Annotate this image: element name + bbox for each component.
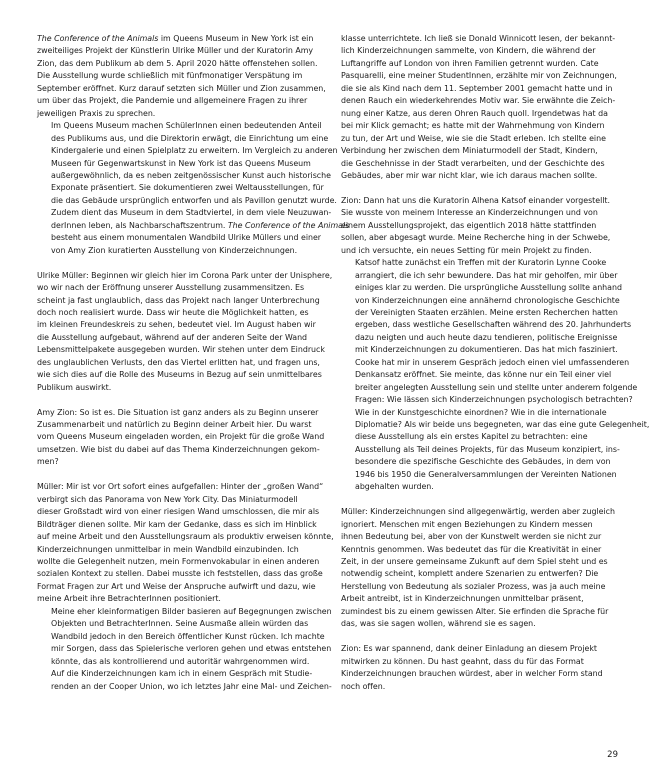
- text-line: 1946 bis 1950 die Generalversammlungen der Vereinten Nationen: [355, 469, 617, 479]
- text-line: Gebäudes, aber mir war nicht klar, wie ich daraus machen sollte.: [341, 170, 598, 180]
- text-line: Arbeit antreibt, ist in Kinderzeichnungen unmittelbar präsent,: [341, 594, 584, 604]
- left-paragraph: [37, 606, 335, 668]
- text-line: besondere die spezifische Geschichte des Gebäudes, in dem von: [355, 457, 611, 467]
- text-line: wollte die Gelegenheit nutzen, mein Formenvokabular in einen anderen: [37, 556, 320, 566]
- right-column: [341, 33, 650, 693]
- text-line: Kenntnis genommen. Was bedeutet das für die Kreativität in einer: [341, 544, 602, 554]
- text-line: abgehalten wurden.: [355, 482, 434, 492]
- text-line: Lebensmittelpakete ausgegeben wurden. Wir stehen unter dem Eindruck: [37, 345, 325, 355]
- left-paragraph: [37, 120, 350, 257]
- text-line: Kindergalerie und einen Spielplatz zu erweitern. Im Vergleich zu anderen: [51, 146, 338, 156]
- text-line: Müller: Mir ist vor Ort sofort eines aufgefallen: Hinter der „großen Wand“: [37, 482, 324, 492]
- text-line: notwendig scheint, komplett andere Szenarien zu entwerfen? Die: [341, 569, 599, 579]
- text-line: die Geschehnisse in der Stadt verarbeiten, und der Geschichte des: [341, 158, 605, 168]
- text-line: ignoriert. Menschen mit engen Beziehungen zu Kindern messen: [341, 519, 593, 529]
- text-line: Verbindung her zwischen dem Miniaturmodell der Stadt, Kindern,: [341, 146, 598, 156]
- text-line: und ich versuchte, ein neues Setting für mein Projekt zu finden.: [341, 245, 592, 255]
- text-line: Herstellung von Bedeutung als sozialer Prozess, was ja auch meine: [341, 581, 606, 591]
- text-line: von Amy Zion kuratierten Ausstellung von Kinderzeichnungen.: [51, 245, 298, 255]
- text-line: zumindest bis zu einem gewissen Alter. Sie erfinden die Sprache für: [341, 606, 609, 616]
- text-line: Ausstellung als Teil deines Projekts, für das Museum konzipiert, ins-: [355, 444, 620, 454]
- text-line: Bildträger dienen sollte. Mir kam der Gedanke, dass es sich im Hinblick: [37, 519, 317, 529]
- text-line: meine Arbeit ihre BetrachterInnen positioniert.: [37, 594, 221, 604]
- text-line: Pasquarelli, eine meiner StudentInnen, erzählte mir von Zeichnungen,: [341, 71, 617, 81]
- text-line: zu tun, der Art und Weise, wie sie die Stadt erleben. Ich stellte eine: [341, 133, 606, 143]
- left-paragraph: [37, 481, 335, 606]
- page-number: 29: [607, 750, 618, 760]
- text-line: zweiteiliges Projekt der Künstlerin Ulrike Müller und der Kuratorin Amy: [37, 46, 314, 56]
- text-line: scheint ja fast unglaublich, dass das Projekt nach langer Unterbrechung: [37, 295, 320, 305]
- text-line: September eröffnet. Kurz darauf setzten sich Müller und Zion zusammen,: [37, 83, 326, 93]
- text-line: Denkansatz eröffnet. Sie meinte, das könne nur ein Teil einer viel: [355, 370, 612, 380]
- text-line: Wie in der Kunstgeschichte einordnen? Wie in die internationale: [355, 407, 607, 417]
- text-line: Fragen: Wie lässen sich Kinderzeichnungen psychologisch betrachten?: [355, 395, 633, 405]
- left-column: [37, 33, 350, 693]
- text-line: Exponate präsentiert. Sie dokumentieren zwei Weltausstellungen, für: [51, 183, 324, 193]
- text-line: mitwirken zu können. Du hast geahnt, dass du für das Format: [341, 656, 584, 666]
- text-line: Müller: Kinderzeichnungen sind allgegenwärtig, werden aber zugleich: [341, 507, 615, 517]
- text-line: von Kinderzeichnungen eine annähernd chronologische Geschichte: [355, 295, 620, 305]
- text-line: jeweiligen Praxis zu sprechen.: [37, 108, 156, 118]
- text-line: sollen, aber abgesagt wurde. Meine Recherche hing in der Schwebe,: [341, 233, 611, 243]
- text-line: außergewöhnlich, da es neben zeitgenössischer Kunst auch historische: [51, 170, 331, 180]
- text-line: die das Gebäude ursprünglich entworfen und als Pavillon genutzt wurde.: [51, 195, 337, 205]
- text-line: könnte, das als kontrollierend und autoritär wahrgenommen wird.: [51, 656, 310, 666]
- left-paragraph: [37, 668, 335, 693]
- right-paragraph: [341, 195, 619, 257]
- text-line: im kleinen Freundeskreis zu sehen, bedeutet viel. Im August haben wir: [37, 320, 316, 330]
- text-line: dieser Großstadt wird von einer riesigen Wand umschlossen, die mir als: [37, 507, 320, 517]
- text-line: ergeben, dass westliche Gesellschaften während des 20. Jahrhunderts: [355, 320, 632, 330]
- text-line: einem Ausstellungsprojekt, das eigentlich 2018 hätte stattfinden: [341, 220, 597, 230]
- text-line: Die Ausstellung wurde schließlich mit fünfmonatiger Verspätung im: [37, 71, 303, 81]
- text-line: die Ausstellung aufgebaut, während auf der anderen Seite der Wand: [37, 332, 308, 342]
- text-line: Kinderzeichnungen unmittelbar in mein Wandbild einzubinden. Ich: [37, 544, 299, 554]
- text-line: vom Queens Museum eingeladen worden, ein Projekt für die große Wand: [37, 432, 325, 442]
- text-line: Publikum auswirkt.: [37, 382, 112, 392]
- text-line: Meine eher kleinformatigen Bilder basieren auf Begegnungen zwischen: [51, 606, 332, 616]
- text-line: Zion, das dem Publikum ab dem 5. April 2020 hätte offenstehen sollen.: [37, 58, 318, 68]
- text-line: Im Queens Museum machen SchülerInnen einen bedeutenden Anteil: [51, 121, 322, 131]
- text-line: mir Sorgen, dass das Spielerische verloren gehen und etwas entstehen: [51, 644, 332, 654]
- text-line: Kinderzeichnungen brauchen würdest, aber in welcher Form stand: [341, 669, 603, 679]
- text-line: arrangiert, die ich sehr bewundere. Das hat mir geholfen, mir über: [355, 270, 618, 280]
- text-line: wie sich dies auf die Rolle des Museums in Bezug auf sein unmittelbares: [37, 370, 322, 380]
- text-line: Wandbild jedoch in den Bereich öffentlicher Kunst rücken. Ich machte: [51, 631, 325, 641]
- text-line: renden an der Cooper Union, wo ich letztes Jahr eine Mal- und Zeichen-: [51, 681, 332, 691]
- text-line: sozialen Kontext zu stellen. Dabei musste ich feststellen, dass das große: [37, 569, 323, 579]
- text-line: diese Ausstellung als ein erstes Kapitel zu betrachten: eine: [355, 432, 588, 442]
- text-line: Objekten und BetrachterInnen. Seine Ausmaße allein würden das: [51, 619, 309, 629]
- text-line: Museen für Gegenwartskunst in New York ist das Queens Museum: [51, 158, 311, 168]
- text-line: Zudem dient das Museum in dem Stadtviertel, in dem viele Neuzuwan-: [51, 208, 332, 218]
- text-line: Auf die Kinderzeichnungen kam ich in einem Gespräch mit Studie-: [51, 669, 313, 679]
- text-line: Ulrike Müller: Beginnen wir gleich hier im Corona Park unter der Unisphere,: [37, 270, 333, 280]
- text-line: des unglaublichen Verlusts, den das Viertel erlitten hat, und fragen uns,: [37, 357, 320, 367]
- text-line: men?: [37, 457, 59, 467]
- text-line: das, was sie sagen wollen, während sie es sagen.: [341, 619, 536, 629]
- text-line: mit Kinderzeichnungen zu dokumentieren. Das hat mich fasziniert.: [355, 345, 618, 355]
- left-paragraph: [37, 407, 335, 469]
- text-line: nung einer Katze, aus deren Ohren Rauch quoll. Irgendetwas hat da: [341, 108, 608, 118]
- text-line: Luftangriffe auf London von ihren Familien getrennt wurden. Cate: [341, 58, 599, 68]
- left-paragraph: [37, 270, 335, 395]
- right-paragraph: [341, 33, 619, 182]
- text-line: Zion: Es war spannend, dank deiner Einladung an diesem Projekt: [341, 644, 597, 654]
- text-line: um über das Projekt, die Pandemie und allgemeinere Fragen zu ihrer: [37, 96, 308, 106]
- left-paragraph: [37, 33, 335, 120]
- text-line: Katsof hatte zunächst ein Treffen mit der Kuratorin Lynne Cooke: [355, 258, 607, 268]
- text-line: auf meine Arbeit und den Ausstellungsraum als produktiv erweisen könnte,: [37, 532, 334, 542]
- text-line: einiges klar zu werden. Die ursprüngliche Ausstellung sollte anhand: [355, 283, 622, 293]
- text-line: ihnen Bedeutung bei, aber von der Kunstwelt werden sie nicht zur: [341, 532, 602, 542]
- text-line: breiter angelegten Ausstellung sein und stellte unter anderem folgende: [355, 382, 638, 392]
- text-line: Zeit, in der unsere gemeinsame Zukunft auf dem Spiel steht und es: [341, 557, 608, 566]
- text-line: doch noch realisiert wurde. Dass wir heute die Möglichkeit hatten, es: [37, 307, 309, 317]
- text-line: Format Fragen zur Art und Weise der Anspruche aufwirft und dazu, wie: [37, 581, 316, 591]
- text-line: Zion: Dann hat uns die Kuratorin Alhena Katsof einander vorgestellt.: [341, 195, 610, 205]
- right-paragraph: [341, 643, 619, 693]
- text-line: Zusammenarbeit und natürlich zu Beginn deiner Arbeit hier. Du warst: [37, 420, 312, 430]
- text-line: lich Kinderzeichnungen sammelte, von Kindern, die während der: [341, 46, 596, 56]
- text-line: dazu neigten und auch heute dazu tendieren, politische Ereignisse: [355, 332, 618, 342]
- text-line: des Publikums aus, und die Direktorin erwägt, die Einrichtung um eine: [51, 133, 329, 143]
- text-line: besteht aus einem monumentalen Wandbild Ulrike Müllers und einer: [51, 233, 322, 243]
- text-line: Amy Zion: So ist es. Die Situation ist ganz anders als zu Beginn unserer: [37, 407, 319, 417]
- text-line: der Vereinigten Staaten erzählen. Meine ersten Recherchen hatten: [355, 307, 618, 317]
- text-line: wo wir nach der Eröffnung unserer Ausstellung zusammensitzen. Es: [37, 283, 305, 293]
- text-line: die sie als Kind nach dem 11. September 2001 gemacht hatte und in: [341, 83, 613, 93]
- text-line: Diplomatie? Als wir beide uns begegneten, war das eine gute Gelegenheit,: [355, 420, 650, 430]
- text-line: Cooke hat mir in unserem Gespräch jedoch einen viel umfassenderen: [355, 357, 630, 367]
- right-paragraph: [341, 506, 619, 631]
- text-line: denen Rauch ein wiederkehrendes Motiv war. Sie erwähnte die Zeich-: [341, 96, 616, 106]
- text-line: derInnen leben, als Nachbarschaftszentrum. The Conference of the Animals: [51, 220, 350, 230]
- text-line: bei mir Klick gemacht; es hatte mit der Wahrnehmung von Kindern: [341, 121, 605, 131]
- text-line: verbirgt sich das Panorama von New York City. Das Miniaturmodell: [37, 494, 298, 504]
- right-paragraph: [341, 257, 650, 494]
- text-line: noch offen.: [341, 681, 386, 691]
- text-line: umsetzen. Wie bist du dabei auf das Thema Kinderzeichnungen gekom-: [37, 444, 320, 454]
- text-line: The Conference of the Animals im Queens Museum in New York ist ein: [37, 34, 314, 43]
- text-line: klasse unterrichtete. Ich ließ sie Donald Winnicott lesen, der bekannt-: [341, 34, 616, 43]
- text-line: Sie wusste von meinem Interesse an Kinderzeichnungen und von: [341, 208, 598, 218]
